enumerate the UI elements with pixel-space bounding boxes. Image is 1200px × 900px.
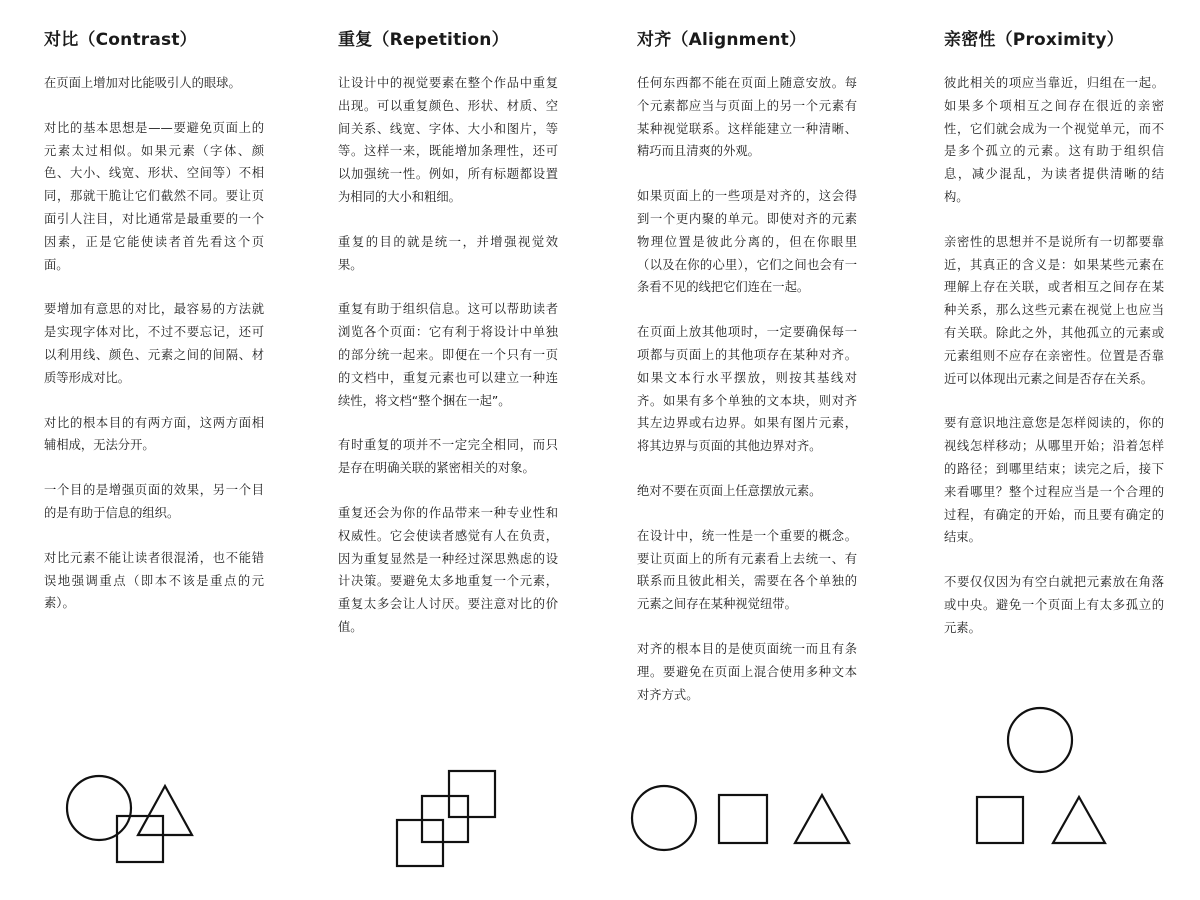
paragraph: 对比的基本思想是——要避免页面上的元素太过相似。如果元素（字体、颜色、大小、线宽、形状、空间等）不相同，那就干脆让它们截然不同。要让页面引人注目，对比通常是最重要的一个因素，正是它能使读者首先看这个页面。 (44, 120, 264, 272)
repetition-squares-icon (394, 768, 504, 870)
paragraph: 让设计中的视觉要素在整个作品中重复出现。可以重复颜色、形状、材质、空间关系、线宽、字体、大小和图片，等等。这样一来，既能增加条理性，还可以加强统一性。例如，所有标题都设置为相同的大小和粗细。 (338, 76, 558, 204)
paragraph: 如果页面上的一些项是对齐的，这会得到一个更内聚的单元。即使对齐的元素物理位置是彼此分离的，但在你眼里（以及在你的心里），它们之间也会有一条看不见的线把它们连在一起。 (637, 189, 857, 295)
column-proximity (944, 24, 1164, 662)
circle-shape (67, 776, 131, 840)
paragraph: 要有意识地注意您是怎样阅读的，你的视线怎样移动；从哪里开始；沿着怎样的路径；到哪里结束；读完之后，接下来看哪里？整个过程应当是一个合理的过程，有确定的开始，而且要有确定的结束。 (944, 416, 1164, 545)
column-repetition (338, 24, 558, 661)
paragraph: 有时重复的项并不一定完全相同，而只是存在明确关联的紧密相关的对象。 (338, 438, 558, 476)
paragraph: 对比元素不能让读者很混淆，也不能错误地强调重点（即本不该是重点的元素）。 (44, 550, 264, 611)
paragraph: 在设计中，统一性是一个重要的概念。要让页面上的所有元素看上去统一、有联系而且彼此相关，需要在各个单独的元素之间存在某种视觉纽带。 (637, 528, 857, 612)
contrast-shapes-icon (60, 768, 200, 868)
column-title: 对比（Contrast） (44, 30, 197, 50)
paragraph: 不要仅仅因为有空白就把元素放在角落或中央。避免一个页面上有太多孤立的元素。 (944, 575, 1164, 635)
paragraph: 任何东西都不能在页面上随意安放。每个元素都应当与页面上的另一个元素有某种视觉联系。这样能建立一种清晰、精巧而且清爽的外观。 (637, 76, 857, 159)
square-shape (449, 771, 495, 817)
paragraph: 对齐的根本目的是使页面统一而且有条理。要避免在页面上混合使用多种文本对齐方式。 (637, 641, 857, 702)
paragraph: 在页面上放其他项时，一定要确保每一项都与页面上的其他项存在某种对齐。如果文本行水平摆放，则按其基线对齐。如果有多个单独的文本块，则对齐其左边界或右边界。如果有图片元素，将其边界与页面的其他边界对齐。 (637, 325, 857, 454)
circle-shape (1008, 708, 1072, 772)
column-title: 重复（Repetition） (338, 30, 509, 50)
square-shape (977, 797, 1023, 843)
paragraph: 在页面上增加对比能吸引人的眼球。 (44, 76, 241, 90)
paragraph: 重复还会为你的作品带来一种专业性和权威性。它会使读者感觉有人在负责，因为重复显然是一种经过深思熟虑的设计决策。要避免太多地重复一个元素，重复太多会让人讨厌。要注意对比的价值。 (338, 505, 558, 634)
paragraph: 对比的根本目的有两方面，这两方面相辅相成，无法分开。 (44, 415, 264, 453)
proximity-shapes-icon (972, 704, 1112, 854)
triangle-shape (795, 795, 849, 843)
circle-shape (632, 786, 696, 850)
paragraph: 亲密性的思想并不是说所有一切都要靠近，其真正的含义是：如果某些元素在理解上存在关联，或者相互之间存在某种关系，那么这些元素在视觉上也应当有关联。除此之外，其他孤立的元素或元素组则不应存在亲密性。位置是否靠近可以体现出元素之间是否存在关系。 (944, 234, 1164, 386)
column-alignment (637, 24, 857, 728)
alignment-shapes-icon (628, 780, 858, 856)
square-shape (719, 795, 767, 843)
triangle-shape (1053, 797, 1105, 843)
column-title: 对齐（Alignment） (637, 30, 807, 50)
paragraph: 绝对不要在页面上任意摆放元素。 (637, 483, 822, 498)
paragraph: 一个目的是增强页面的效果，另一个目的是有助于信息的组织。 (44, 483, 264, 520)
column-title: 亲密性（Proximity） (944, 30, 1124, 50)
paragraph: 要增加有意思的对比，最容易的方法就是实现字体对比，不过不要忘记，还可以利用线、颜色、元素之间的间隔、材质等形成对比。 (44, 302, 264, 385)
paragraph: 重复有助于组织信息。这可以帮助读者浏览各个页面：它有利于将设计中单独的部分统一起来。即便在一个只有一页的文档中，重复元素也可以建立一种连续性，将文档“整个捆在一起”。 (338, 302, 558, 408)
triangle-shape (138, 786, 192, 835)
column-contrast (44, 24, 264, 637)
paragraph: 彼此相关的项应当靠近，归组在一起。如果多个项相互之间存在很近的亲密性，它们就会成为一个视觉单元，而不是多个孤立的元素。这有助于组织信息，减少混乱，为读者提供清晰的结构。 (944, 76, 1164, 204)
paragraph: 重复的目的就是统一，并增强视觉效果。 (338, 234, 558, 272)
square-shape (117, 816, 163, 862)
